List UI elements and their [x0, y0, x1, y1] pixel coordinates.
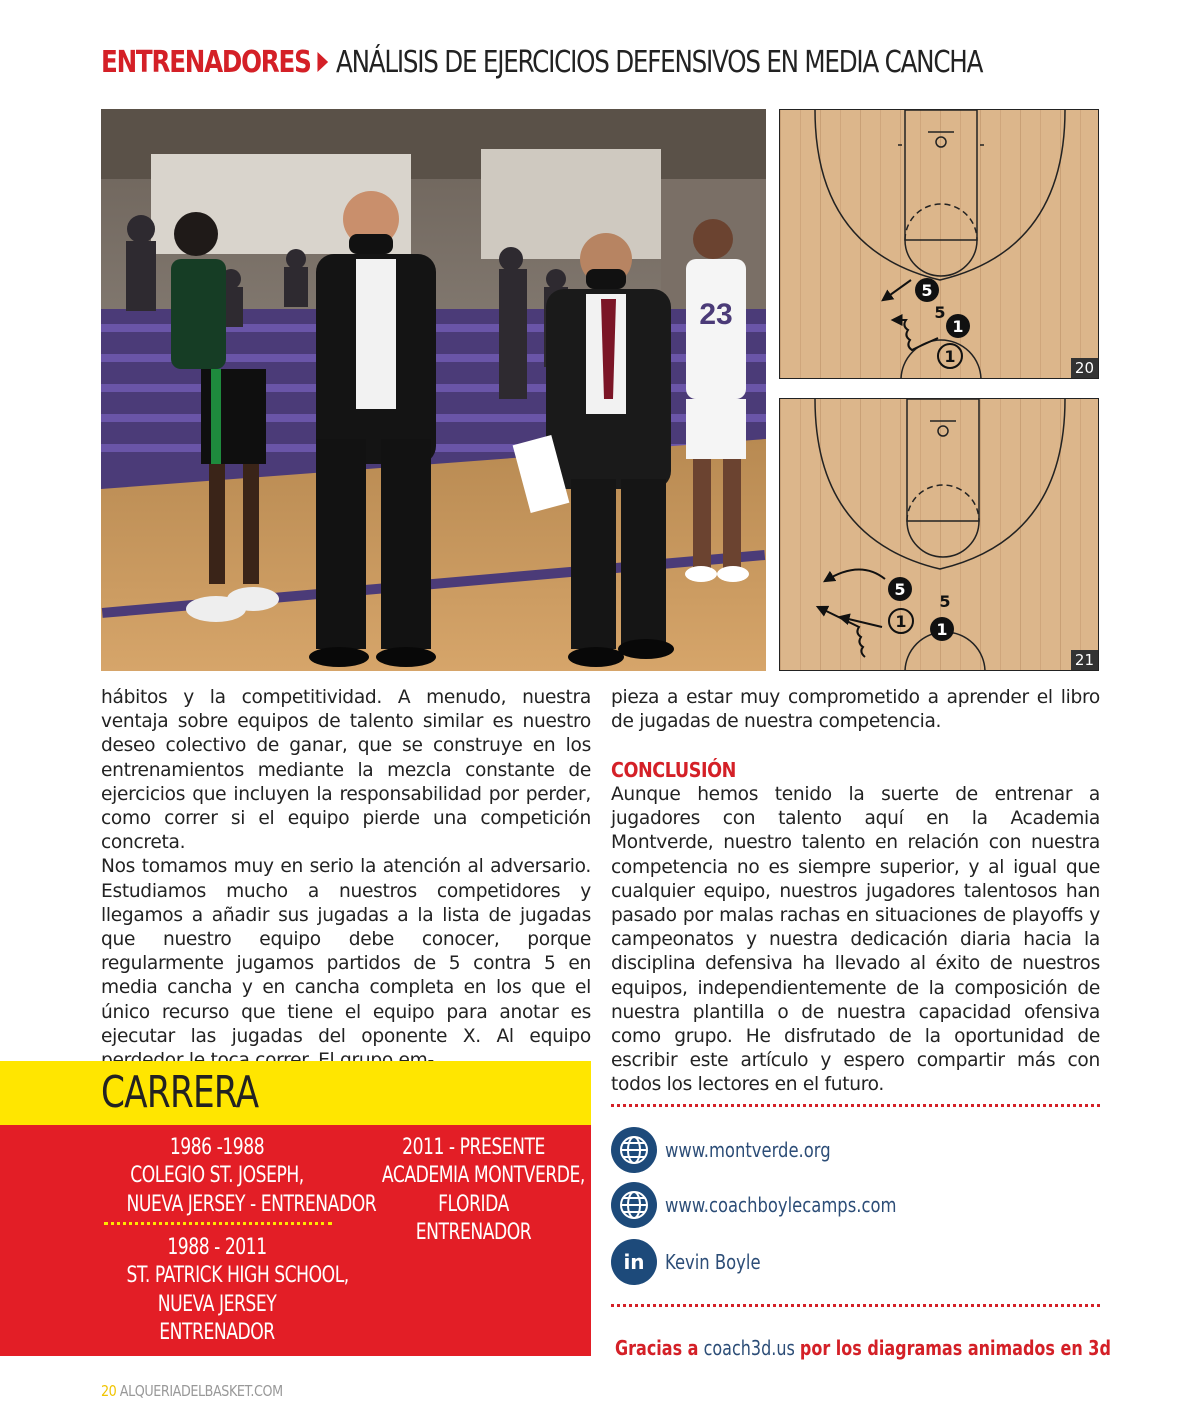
play-diagram [779, 398, 1099, 671]
page-header [101, 42, 982, 82]
globe-icon [611, 1127, 657, 1173]
article-column-right [611, 686, 1100, 734]
credits-link[interactable]: coach3d.us [703, 1336, 795, 1360]
link-text[interactable]: www.montverde.org [665, 1138, 831, 1162]
svg-text:1: 1 [895, 612, 907, 631]
globe-icon [611, 1182, 657, 1228]
diagram-number: 21 [1071, 650, 1098, 670]
career-entry: 1988 - 2011 ST. PATRICK HIGH SCHOOL, NUEVA JERSEY ENTRENADOR [126, 1235, 349, 1346]
paragraph: Nos tomamos muy en serio la atención al adversario. Estudiamos mucho a nuestros competidores y llegamos a añadir sus jugadas a la lista de jugadas que nuestro equipo debe conocer, porque regularmente jugamos partidos de 5 contra 5 en media cancha y en cancha completa en los que el único recurso que tiene el equipo para anotar es ejecutar las jugadas del oponente X. Al equipo [101, 856, 591, 1047]
linkedin-icon [611, 1239, 657, 1285]
section-label: ENTRENADORES [101, 44, 311, 80]
page-number: 20 [101, 1382, 117, 1400]
divider [611, 1104, 1100, 1107]
svg-text:1: 1 [952, 317, 964, 336]
paragraph: pieza a estar muy comprometido a aprender el libro de jugadas de nuestra competencia. [611, 687, 1100, 733]
link-montverde[interactable] [611, 1127, 867, 1173]
jersey-number: 23 [699, 298, 733, 331]
diagram-number: 20 [1071, 358, 1098, 378]
svg-text:1: 1 [944, 347, 956, 366]
paragraph: hábitos y la competitividad. A menudo, nuestra ventaja sobre equipos de talento similar es nuestro deseo colectivo de ganar, que se construye en los entrenamientos mediante la mezcla constante de ejercicios que incluyen la responsabilidad por perder, como correr si el equipo pierde una competición concreta. [101, 687, 591, 854]
conclusion-text [611, 783, 1100, 1098]
divider [611, 1304, 1100, 1307]
svg-text:in: in [623, 1250, 645, 1274]
footer-site: ALQUERIADELBASKET.COM [119, 1382, 283, 1400]
conclusion-heading: CONCLUSIÓN [611, 758, 736, 782]
paragraph: Aunque hemos tenido la suerte de entrenar a jugadores con talento aquí en la Academia Montverde, nuestro talento en relación con nuestra competencia no es siempre superior, y al igual que cualquier equipo, nuestros jugadores talentosos han pasado por malas rachas en situaciones de playoffs y campeonatos y nuestra dedicación diaria hacia la disciplina defensiva ha llevado al éxito de nuestros equipos, independientemente de la composición de nuestra plantilla o de nuestra capacidad ofensiva como grupo. He disfrutado de la oportunidad de escribir este artículo y espero compartir más con todos los lectores en el futuro. [611, 784, 1100, 1096]
link-coachboylecamps[interactable] [611, 1182, 947, 1228]
coaches-photo [101, 109, 766, 671]
svg-text:5: 5 [939, 592, 951, 611]
page-title: ANÁLISIS DE EJERCICIOS DEFENSIVOS EN MEDIA CANCHA [336, 44, 983, 80]
link-text[interactable]: www.coachboylecamps.com [665, 1193, 897, 1217]
page-footer [101, 1382, 283, 1400]
career-entry: 1986 -1988 COLEGIO ST. JOSEPH, NUEVA JERSEY - ENTRENADOR [126, 1135, 377, 1217]
caret-right-icon [317, 52, 328, 72]
career-entry: 2011 - PRESENTE ACADEMIA MONTVERDE, FLORIDA ENTRENADOR [381, 1135, 585, 1246]
career-heading-bar [0, 1061, 591, 1125]
link-text[interactable]: Kevin Boyle [665, 1250, 761, 1274]
svg-text:5: 5 [894, 580, 906, 599]
link-linkedin[interactable] [611, 1239, 782, 1285]
article-column-left [101, 686, 591, 1073]
svg-text:1: 1 [936, 620, 948, 639]
credits-line: Gracias a coach3d.us por los diagramas animados en 3d [615, 1336, 1111, 1360]
career-heading: CARRERA [101, 1067, 259, 1118]
svg-text:5: 5 [921, 281, 933, 300]
career-divider [104, 1222, 332, 1225]
svg-text:5: 5 [934, 303, 946, 322]
play-diagram [779, 109, 1099, 379]
